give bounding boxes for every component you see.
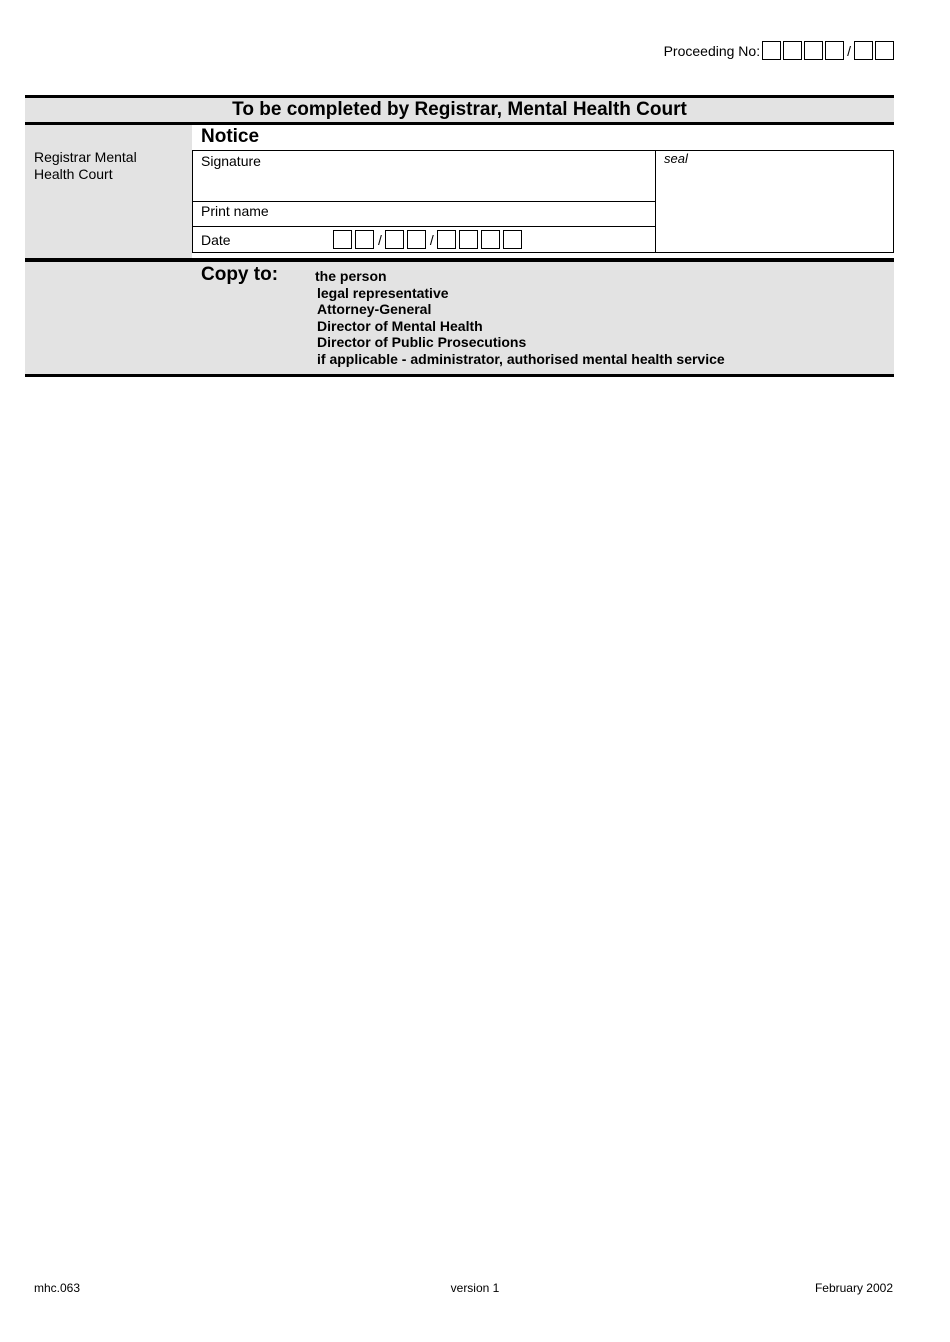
registrar-label: Registrar Mental Health Court <box>34 149 137 182</box>
date-separator: / <box>378 231 382 248</box>
proceeding-digit-box[interactable] <box>762 41 781 60</box>
date-boxes <box>333 230 525 249</box>
print-name-field[interactable] <box>193 202 656 227</box>
copy-to-row <box>25 258 894 377</box>
seal-label: seal <box>664 151 688 166</box>
registrar-section <box>25 95 894 377</box>
registrar-notice-row <box>25 125 894 258</box>
form-version: version 1 <box>450 1281 500 1295</box>
notice-panel <box>192 125 894 258</box>
notice-form <box>192 150 894 253</box>
proceeding-number <box>664 41 896 60</box>
year-box[interactable] <box>459 230 478 249</box>
form-date: February 2002 <box>814 1281 893 1295</box>
date-label: Date <box>201 232 231 248</box>
list-item: legal representative <box>317 284 449 301</box>
proceeding-year-box[interactable] <box>854 41 873 60</box>
signature-label: Signature <box>201 153 261 169</box>
copy-to-list <box>315 268 725 368</box>
proceeding-digit-box[interactable] <box>783 41 802 60</box>
form-code: mhc.063 <box>34 1281 81 1295</box>
copy-to-label: Copy to: <box>201 264 279 285</box>
print-name-label: Print name <box>201 203 269 219</box>
proceeding-label: Proceeding No: <box>663 42 761 59</box>
list-item: Attorney-General <box>317 301 432 318</box>
section-title: To be completed by Registrar, Mental Health Court <box>25 95 894 125</box>
month-box[interactable] <box>385 230 404 249</box>
proceeding-digit-box[interactable] <box>804 41 823 60</box>
date-separator: / <box>429 231 434 248</box>
month-box[interactable] <box>407 230 426 249</box>
list-item: if applicable - administrator, authorised mental health service <box>317 350 725 367</box>
notice-heading: Notice <box>201 126 260 147</box>
day-box[interactable] <box>355 230 374 249</box>
year-box[interactable] <box>437 230 456 249</box>
year-box[interactable] <box>481 230 500 249</box>
proceeding-separator: / <box>847 42 851 59</box>
proceeding-digit-box[interactable] <box>825 41 844 60</box>
proceeding-year-box[interactable] <box>875 41 894 60</box>
year-box[interactable] <box>503 230 522 249</box>
signature-field[interactable] <box>193 151 656 202</box>
list-item: the person <box>315 268 387 284</box>
list-item: Director of Public Prosecutions <box>317 334 527 351</box>
day-box[interactable] <box>333 230 352 249</box>
list-item: Director of Mental Health <box>317 317 483 334</box>
date-field <box>193 227 656 252</box>
